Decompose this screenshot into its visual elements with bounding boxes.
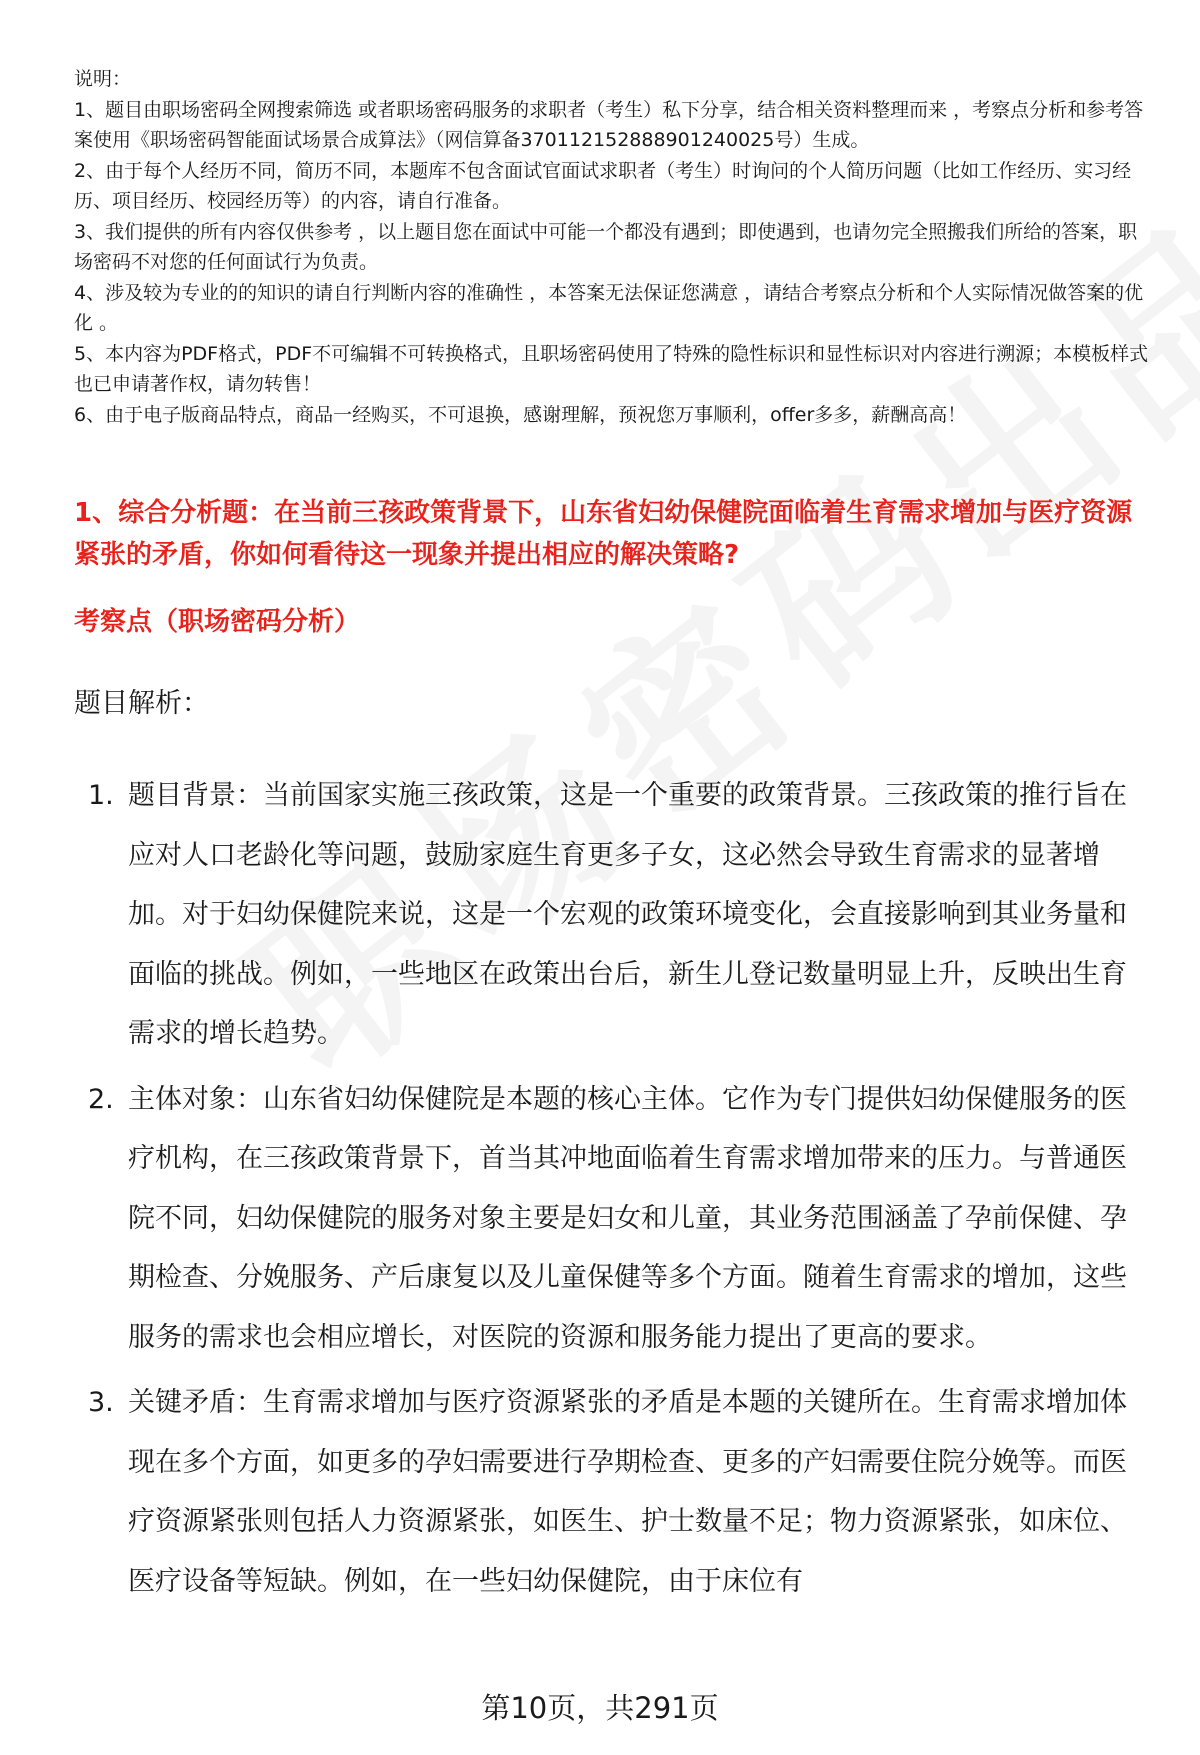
section-heading: 考察点（职场密码分析）: [74, 607, 361, 637]
notes-section: [74, 64, 1154, 430]
analysis-item: [74, 766, 1148, 1064]
item-number: 1.: [88, 780, 114, 811]
analysis-list: [74, 766, 1148, 1617]
item-text: 主体对象：山东省妇幼保健院是本题的核心主体。它作为专门提供妇幼保健服务的医疗机构，在三孩政策背景下，首当其冲地面临着生育需求增加带来的压力。与普通医院不同，妇幼保健院的服务对象主要是妇女和儿童，其业务范围涵盖了孕前保健、孕期检查、分娩服务、产后康复以及儿童保健等多个方面。随着生育需求的增加，这些服务的需求也会相应增长，对医院的资源和服务能力提出了更高的要求。: [128, 1083, 1127, 1353]
notes-item: 1、题目由职场密码全网搜索筛选 或者职场密码服务的求职者（考生）私下分享，结合相关资料整理而来 ，考察点分析和参考答案使用《职场密码智能面试场景合成算法》（网信算备370112152888901240025号）生成。: [74, 98, 1144, 151]
item-text: 关键矛盾：生育需求增加与医疗资源紧张的矛盾是本题的关键所在。生育需求增加体现在多个方面，如更多的孕妇需要进行孕期检查、更多的产妇需要住院分娩等。而医疗资源紧张则包括人力资源紧张，如医生、护士数量不足；物力资源紧张，如床位、医疗设备等短缺。例如，在一些妇幼保健院，由于床位有: [128, 1387, 1127, 1597]
analysis-item: [74, 1070, 1148, 1368]
page-number-footer: 第10页，共291页: [481, 1691, 719, 1725]
notes-item: 2、由于每个人经历不同，简历不同，本题库不包含面试官面试求职者（考生）时询问的个人简历问题（比如工作经历、实习经历、项目经历、校园经历等）的内容，请自行准备。: [74, 159, 1132, 212]
notes-item: 4、涉及较为专业的的知识的请自行判断内容的准确性 ，本答案无法保证您满意 ，请结合考察点分析和个人实际情况做答案的优化 。: [74, 281, 1144, 334]
item-text: 题目背景：当前国家实施三孩政策，这是一个重要的政策背景。三孩政策的推行旨在应对人口老龄化等问题，鼓励家庭生育更多子女，这必然会导致生育需求的显著增加。对于妇幼保健院来说，这是一个宏观的政策环境变化，会直接影响到其业务量和面临的挑战。例如，一些地区在政策出台后，新生儿登记数量明显上升，反映出生育需求的增长趋势。: [128, 780, 1127, 1049]
analysis-item: [74, 1373, 1148, 1611]
question-heading: 1、综合分析题：在当前三孩政策背景下，山东省妇幼保健院面临着生育需求增加与医疗资源紧张的矛盾，你如何看待这一现象并提出相应的解决策略?: [74, 498, 1133, 570]
notes-item: 5、本内容为PDF格式，PDF不可编辑不可转换格式，且职场密码使用了特殊的隐性标识和显性标识对内容进行溯源；本模板样式也已申请著作权，请勿转售！: [74, 342, 1149, 395]
item-number: 2.: [88, 1083, 114, 1115]
notes-title: 说明：: [74, 68, 132, 90]
item-number: 3.: [88, 1387, 114, 1418]
analysis-subheading: 题目解析：: [74, 688, 209, 719]
notes-item: 3、我们提供的所有内容仅供参考 ，以上题目您在面试中可能一个都没有遇到；即使遇到，也请勿完全照搬我们所给的答案，职场密码不对您的任何面试行为负责。: [74, 220, 1138, 273]
notes-item: 6、由于电子版商品特点，商品一经购买，不可退换，感谢理解，预祝您万事顺利，offer多多，薪酬高高！: [74, 403, 967, 426]
